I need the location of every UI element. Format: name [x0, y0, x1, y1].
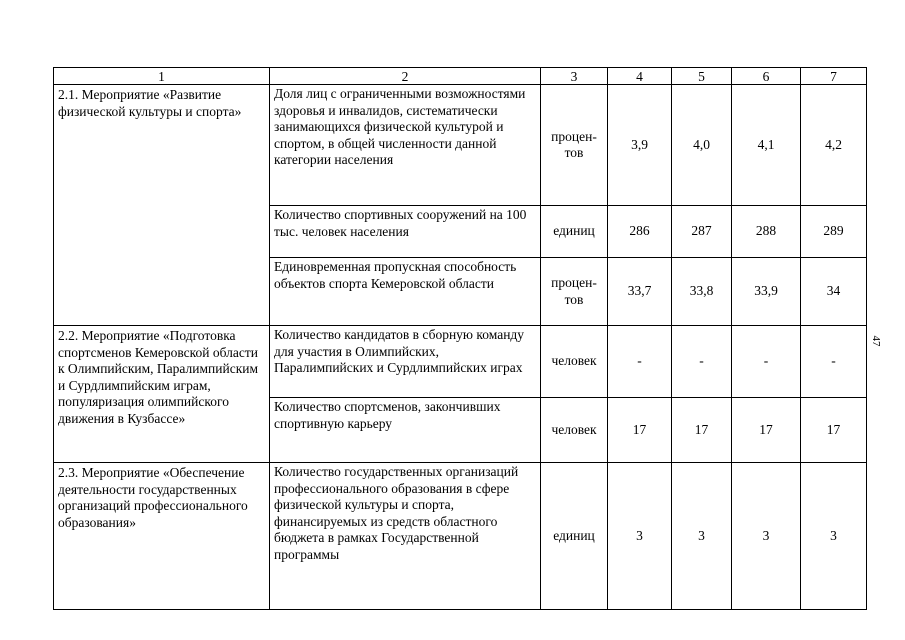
unit-cell: процен-тов [541, 258, 608, 326]
indicator-cell: Количество государственных организаций профессионального образования в сфере физической культуры и спорта, финансируемых из средств областного бюджета в рамках Государственной программы [270, 463, 541, 610]
value-cell: 17 [732, 398, 801, 463]
value-cell: - [672, 326, 732, 398]
indicator-cell: Доля лиц с ограниченными возможностями здоровья и инвалидов, систематически занимающихся физической культурой и спортом, в общей численности данной категории населения [270, 85, 541, 206]
unit-cell: процен-тов [541, 85, 608, 206]
value-cell: 3,9 [608, 85, 672, 206]
value-cell: 17 [801, 398, 867, 463]
value-cell: 33,8 [672, 258, 732, 326]
value-cell: 287 [672, 206, 732, 258]
value-cell: 3 [801, 463, 867, 610]
indicator-cell: Количество спортивных сооружений на 100 тыс. человек населения [270, 206, 541, 258]
column-number: 5 [672, 68, 732, 85]
indicator-cell: Единовременная пропускная способность объектов спорта Кемеровской области [270, 258, 541, 326]
table-row [54, 463, 867, 610]
value-cell: 33,7 [608, 258, 672, 326]
column-number-row [54, 68, 867, 85]
value-cell: 4,2 [801, 85, 867, 206]
column-number: 4 [608, 68, 672, 85]
unit-cell: единиц [541, 206, 608, 258]
value-cell: 17 [608, 398, 672, 463]
value-cell: 3 [732, 463, 801, 610]
value-cell: 3 [608, 463, 672, 610]
value-cell: 288 [732, 206, 801, 258]
value-cell: 17 [672, 398, 732, 463]
unit-cell: единиц [541, 463, 608, 610]
column-number: 6 [732, 68, 801, 85]
event-cell: 2.1. Мероприятие «Развитие физической культуры и спорта» [54, 85, 270, 326]
event-cell: 2.3. Мероприятие «Обеспечение деятельности государственных организаций профессионального образования» [54, 463, 270, 610]
value-cell: 4,0 [672, 85, 732, 206]
indicators-table [53, 67, 867, 610]
unit-cell: человек [541, 398, 608, 463]
value-cell: 289 [801, 206, 867, 258]
value-cell: 33,9 [732, 258, 801, 326]
value-cell: - [801, 326, 867, 398]
column-number: 3 [541, 68, 608, 85]
column-number: 7 [801, 68, 867, 85]
column-number: 2 [270, 68, 541, 85]
value-cell: - [732, 326, 801, 398]
value-cell: 34 [801, 258, 867, 326]
indicator-cell: Количество спортсменов, закончивших спортивную карьеру [270, 398, 541, 463]
value-cell: 286 [608, 206, 672, 258]
page-number: 47 [870, 335, 882, 347]
value-cell: 4,1 [732, 85, 801, 206]
event-cell: 2.2. Мероприятие «Подготовка спортсменов Кемеровской области к Олимпийским, Паралимпийским и Сурдлимпийским играм, популяризация олимпийского движения в Кузбассе» [54, 326, 270, 463]
value-cell: - [608, 326, 672, 398]
unit-cell: человек [541, 326, 608, 398]
table-row [54, 326, 867, 398]
value-cell: 3 [672, 463, 732, 610]
indicator-cell: Количество кандидатов в сборную команду для участия в Олимпийских, Паралимпийских и Сурдлимпийских играх [270, 326, 541, 398]
column-number: 1 [54, 68, 270, 85]
table-row [54, 85, 867, 206]
